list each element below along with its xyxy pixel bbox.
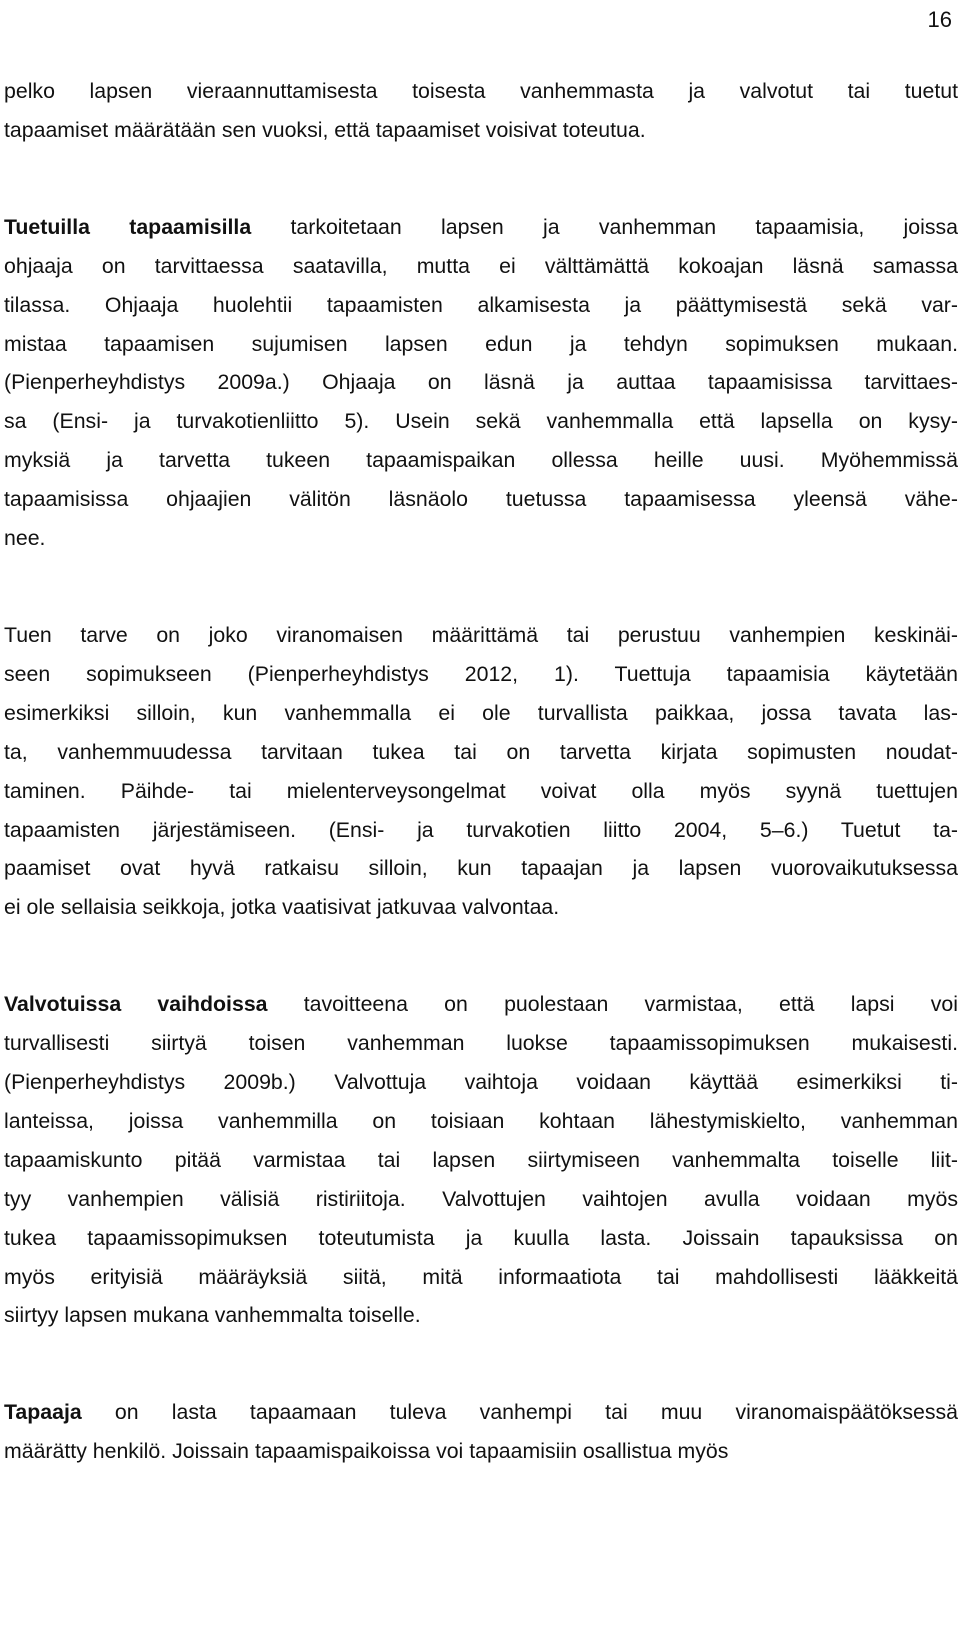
text-line	[4, 363, 958, 402]
text-segment: tyy vanhempien välisiä ristiriitoja. Valvottujen vaihtojen avulla voidaan myös	[4, 1186, 958, 1211]
text-segment: seen sopimukseen (Pienperheyhdistys 2012, 1). Tuettuja tapaamisia käytetään	[4, 661, 958, 686]
text-line	[4, 247, 958, 286]
text-line	[4, 1141, 958, 1180]
text-line	[4, 1258, 958, 1297]
paragraph-gap	[4, 927, 958, 985]
text-segment: pelko lapsen vieraannuttamisesta toisesta vanhemmasta ja valvotut tai tuetut	[4, 79, 958, 103]
text-segment: siirtyy lapsen mukana vanhemmalta toiselle.	[4, 1303, 421, 1328]
text-line	[4, 402, 958, 441]
text-line	[4, 1432, 958, 1471]
text-line	[4, 325, 958, 364]
paragraph	[4, 72, 958, 150]
text-segment: tapaamiset määrätään sen vuoksi, että tapaamiset voisivat toteutua.	[4, 117, 646, 142]
text-line	[4, 208, 958, 247]
paragraph	[4, 616, 958, 927]
paragraph	[4, 208, 958, 558]
text-line	[4, 888, 958, 927]
text-line	[4, 811, 958, 850]
text-segment: sa (Ensi- ja turvakotienliitto 5). Usein sekä vanhemmalla että lapsella on kysy-	[4, 409, 958, 434]
text-segment: tapaamiskunto pitää varmistaa tai lapsen siirtymiseen vanhemmalta toiselle liit-	[4, 1147, 958, 1172]
text-line	[4, 1219, 958, 1258]
text-segment: tavoitteena on puolestaan varmistaa, että lapsi voi	[267, 992, 958, 1017]
bold-term: Tuetuilla tapaamisilla	[4, 214, 252, 239]
text-line	[4, 72, 958, 111]
paragraph-gap	[4, 558, 958, 616]
text-segment: ohjaaja on tarvittaessa saatavilla, mutta ei välttämättä kokoajan läsnä samassa	[4, 253, 958, 278]
text-line	[4, 519, 958, 558]
text-line	[4, 111, 958, 150]
bold-term: Tapaaja	[4, 1400, 82, 1425]
text-segment: tapaamisten järjestämiseen. (Ensi- ja turvakotien liitto 2004, 5–6.) Tuetut ta-	[4, 817, 958, 842]
text-segment: ei ole sellaisia seikkoja, jotka vaatisivat jatkuvaa valvontaa.	[4, 895, 560, 920]
text-segment: määrätty henkilö. Joissain tapaamispaikoissa voi tapaamisiin osallistua myös	[4, 1439, 729, 1464]
text-segment: lanteissa, joissa vanhemmilla on toisiaan kohtaan lähestymiskielto, vanhemman	[4, 1108, 958, 1133]
text-segment: (Pienperheyhdistys 2009b.) Valvottuja vaihtoja voidaan käyttää esimerkiksi ti-	[4, 1070, 958, 1095]
text-line	[4, 655, 958, 694]
text-line	[4, 1063, 958, 1102]
text-segment: ta, vanhemmuudessa tarvitaan tukea tai on tarvetta kirjata sopimusten noudat-	[4, 739, 958, 764]
text-line	[4, 1024, 958, 1063]
bold-term: Valvotuissa vaihdoissa	[4, 992, 268, 1017]
text-line	[4, 1180, 958, 1219]
text-line	[4, 772, 958, 811]
text-segment: paamiset ovat hyvä ratkaisu silloin, kun tapaajan ja lapsen vuorovaikutuksessa	[4, 856, 958, 881]
text-segment: myös erityisiä määräyksiä siitä, mitä informaatiota tai mahdollisesti lääkkeitä	[4, 1264, 958, 1289]
text-line	[4, 849, 958, 888]
text-line	[4, 480, 958, 519]
paragraph	[4, 1393, 958, 1471]
document-body	[0, 72, 960, 1471]
text-segment: turvallisesti siirtyä toisen vanhemman luokse tapaamissopimuksen mukaisesti.	[4, 1031, 958, 1056]
text-segment: tarkoitetaan lapsen ja vanhemman tapaamisia, joissa	[251, 214, 958, 239]
text-segment: esimerkiksi silloin, kun vanhemmalla ei ole turvallista paikkaa, jossa tavata las-	[4, 700, 958, 725]
text-segment: tapaamisissa ohjaajien välitön läsnäolo tuetussa tapaamisessa yleensä vähe-	[4, 487, 958, 512]
text-segment: (Pienperheyhdistys 2009a.) Ohjaaja on läsnä ja auttaa tapaamisissa tarvittaes-	[4, 370, 958, 395]
text-line	[4, 1296, 958, 1335]
text-segment: taminen. Päihde- tai mielenterveysongelmat voivat olla myös syynä tuettujen	[4, 778, 958, 803]
text-segment: Tuen tarve on joko viranomaisen määrittämä tai perustuu vanhempien keskinäi-	[4, 622, 958, 647]
paragraph	[4, 985, 958, 1335]
text-segment: tilassa. Ohjaaja huolehtii tapaamisten alkamisesta ja päättymisestä sekä var-	[4, 292, 958, 317]
text-line	[4, 985, 958, 1024]
text-line	[4, 286, 958, 325]
page-number: 16	[927, 7, 952, 32]
paragraph-gap	[4, 1335, 958, 1393]
text-line	[4, 733, 958, 772]
text-segment: on lasta tapaamaan tuleva vanhempi tai muu viranomaispäätöksessä	[81, 1400, 958, 1425]
paragraph-gap	[4, 150, 958, 208]
text-segment: mistaa tapaamisen sujumisen lapsen edun ja tehdyn sopimuksen mukaan.	[4, 331, 958, 356]
text-segment: myksiä ja tarvetta tukeen tapaamispaikan ollessa heille uusi. Myöhemmissä	[4, 448, 958, 473]
text-line	[4, 441, 958, 480]
text-segment: tukea tapaamissopimuksen toteutumista ja kuulla lasta. Joissain tapauksissa on	[4, 1225, 958, 1250]
text-line	[4, 1393, 958, 1432]
text-line	[4, 694, 958, 733]
text-segment: nee.	[4, 526, 46, 551]
text-line	[4, 1102, 958, 1141]
text-line	[4, 616, 958, 655]
